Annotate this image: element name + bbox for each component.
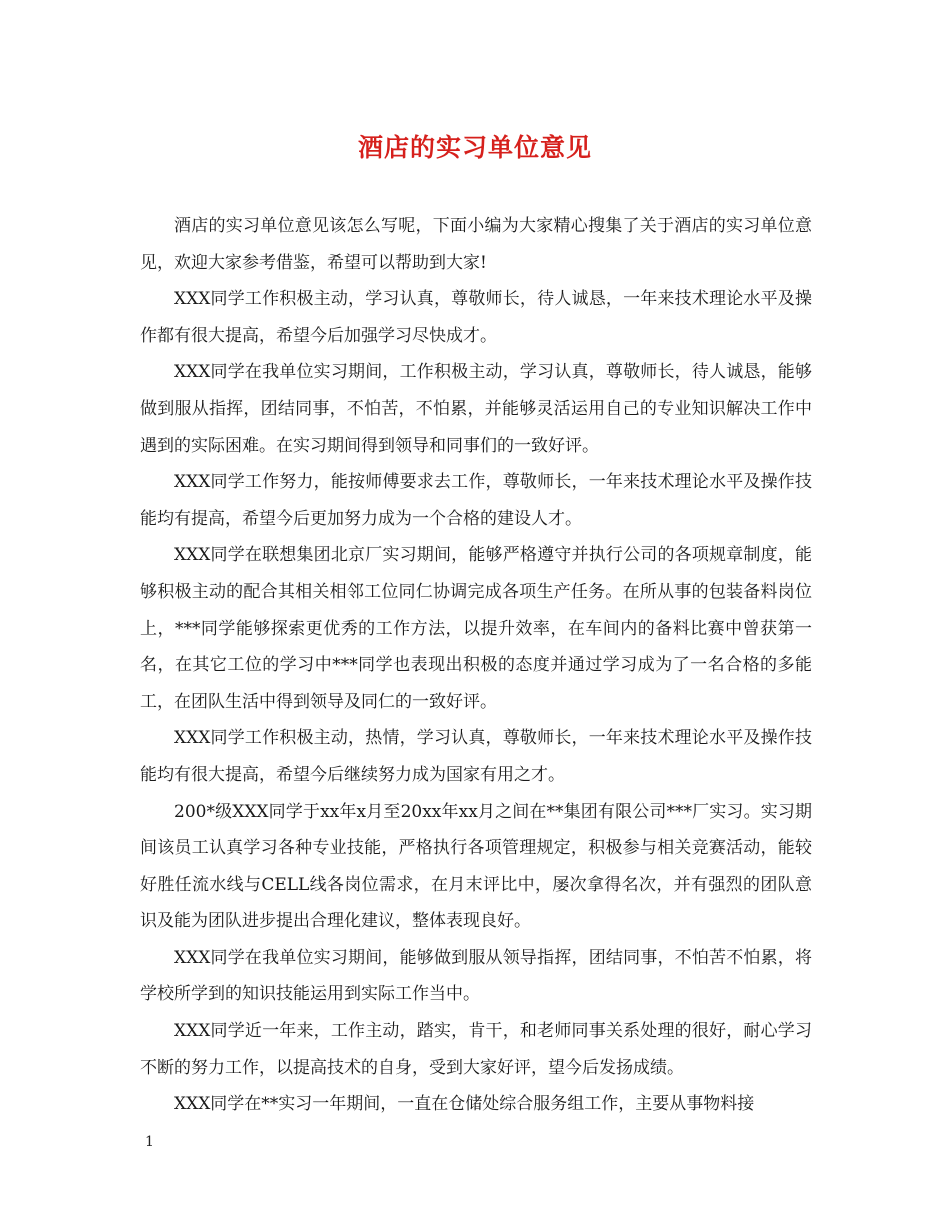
paragraph: XXX同学在**实习一年期间，一直在仓储处综合服务组工作，主要从事物料接 [174, 1094, 755, 1115]
page-number: 1 [145, 1134, 154, 1150]
paragraph: 200*级XXX同学于xx年x月至20xx年xx月之间在**集团有限公司***厂实习。实习期间该员工认真学习各种专业技能，严格执行各项管理规定，积极参与相关竞赛活动，能较好胜任流水线与CELL线各岗位需求，在月末评比中，屡次拿得名次，并有强烈的团队意识及能为团队进步提出合理化建议，整体表现良好。 [140, 801, 812, 932]
paragraph: 酒店的实习单位意见该怎么写呢，下面小编为大家精心搜集了关于酒店的实习单位意见，欢迎大家参考借鉴，希望可以帮助到大家! [140, 216, 812, 273]
paragraph: XXX同学在联想集团北京厂实习期间，能够严格遵守并执行公司的各项规章制度，能够积极主动的配合其相关相邻工位同仁协调完成各项生产任务。在所从事的包装备料岗位上，***同学能够探索更优秀的工作方法，以提升效率，在车间内的备料比赛中曾获第一名，在其它工位的学习中***同学也表现出积极的态度并通过学习成为了一名合格的多能工，在团队生活中得到领导及同仁的一致好评。 [140, 545, 812, 712]
paragraph: XXX同学工作努力，能按师傅要求去工作，尊敬师长，一年来技术理论水平及操作技能均有提高，希望今后更加努力成为一个合格的建设人才。 [140, 472, 812, 529]
paragraph: XXX同学工作积极主动，热情，学习认真，尊敬师长，一年来技术理论水平及操作技能均有很大提高，希望今后继续努力成为国家有用之才。 [140, 728, 812, 785]
paragraph: XXX同学近一年来，工作主动，踏实，肯干，和老师同事关系处理的很好，耐心学习不断的努力工作，以提高技术的自身，受到大家好评，望今后发扬成绩。 [140, 1021, 812, 1078]
paragraph: XXX同学在我单位实习期间，工作积极主动，学习认真，尊敬师长，待人诚恳，能够做到服从指挥，团结同事，不怕苦，不怕累，并能够灵活运用自己的专业知识解决工作中遇到的实际困难。在实习期间得到领导和同事们的一致好评。 [140, 362, 812, 456]
document-body [140, 208, 812, 1123]
document-title: 酒店的实习单位意见 [357, 133, 592, 162]
paragraph: XXX同学在我单位实习期间，能够做到服从领导指挥，团结同事，不怕苦不怕累，将学校所学到的知识技能运用到实际工作当中。 [140, 947, 812, 1005]
paragraph: XXX同学工作积极主动，学习认真，尊敬师长，待人诚恳，一年来技术理论水平及操作都有很大提高，希望今后加强学习尽快成才。 [140, 289, 812, 346]
